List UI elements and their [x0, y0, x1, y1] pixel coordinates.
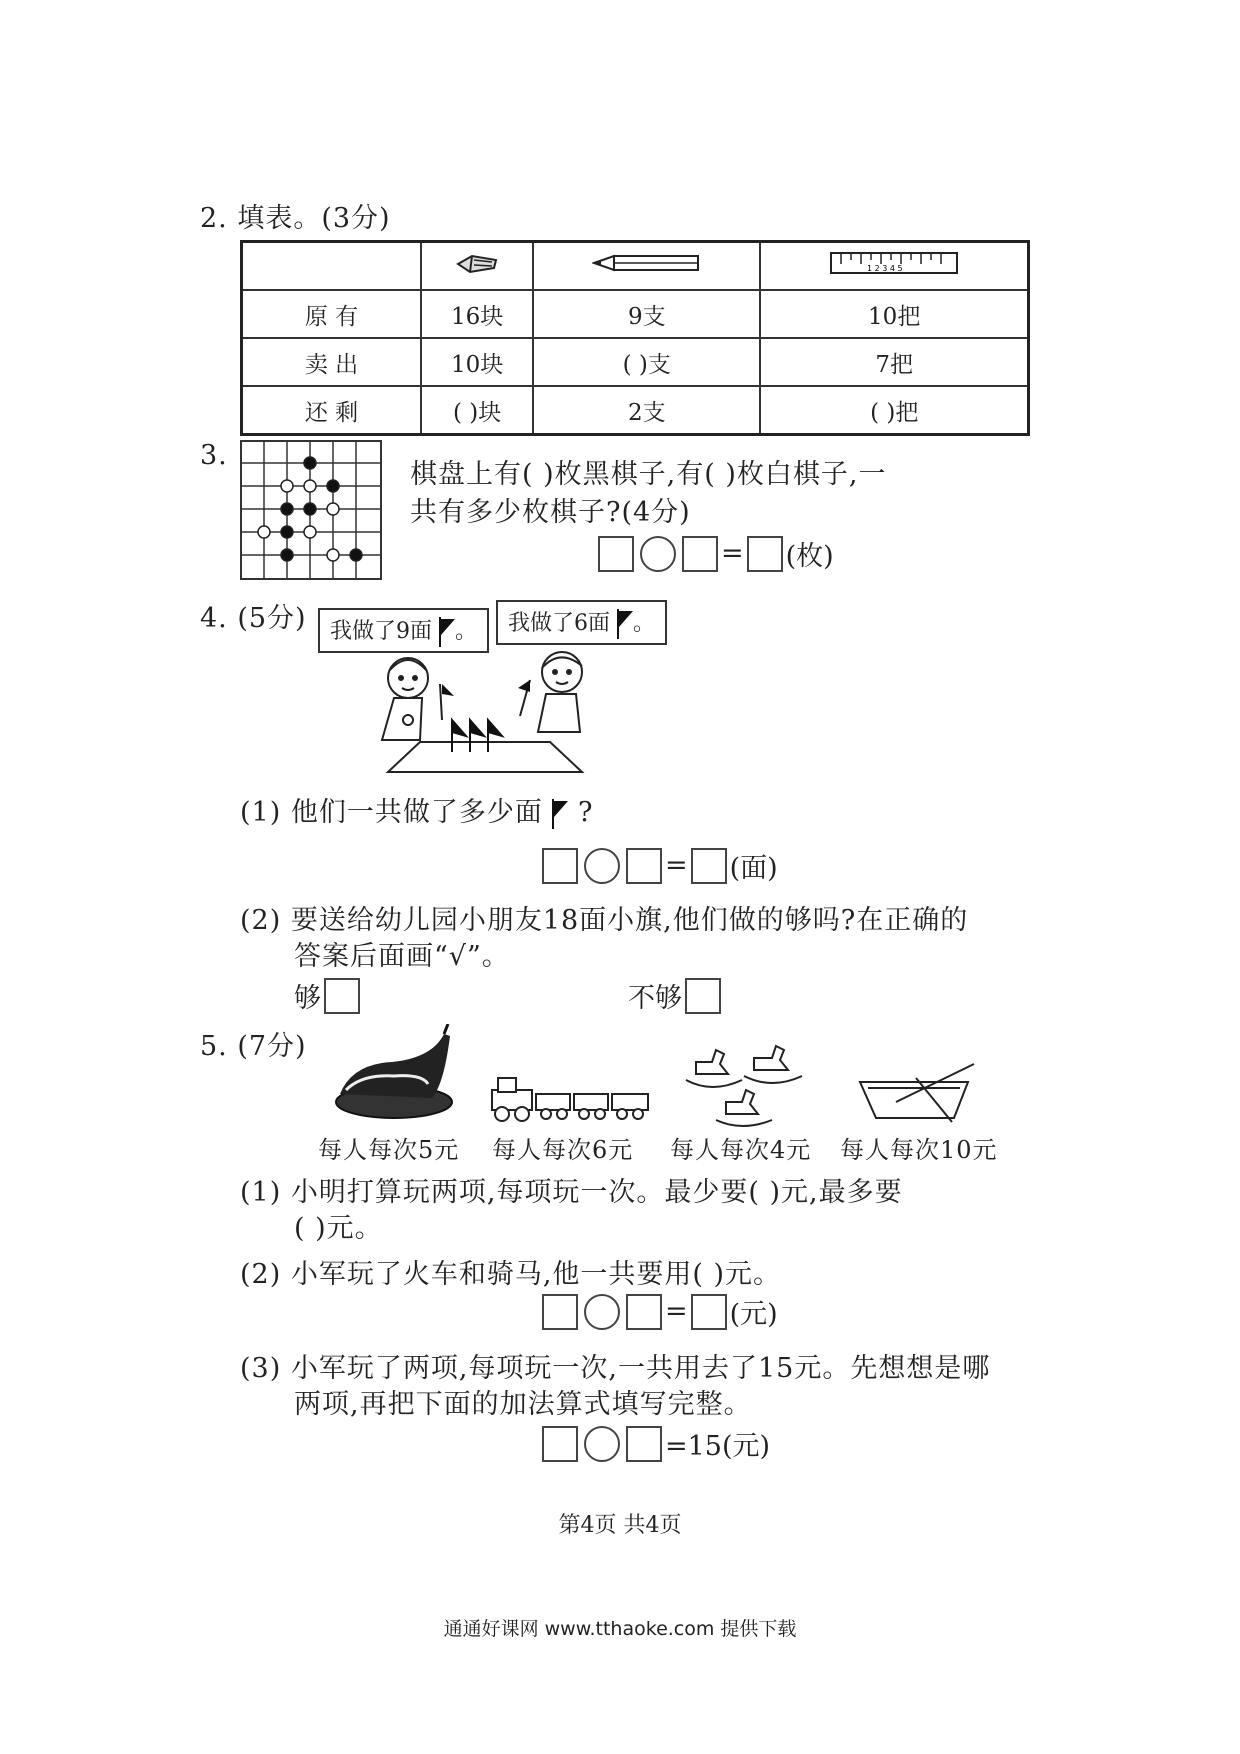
site-footer: 通通好课网 www.tthaoke.com 提供下载 [443, 1618, 797, 1640]
answer-box[interactable] [542, 1426, 578, 1462]
answer-box[interactable] [626, 848, 662, 884]
not-enough-label: 不够 [628, 983, 682, 1014]
cell: 10块 [421, 338, 533, 386]
price-label: 每人每次4元 [670, 1136, 812, 1164]
operator-circle[interactable] [584, 1294, 620, 1330]
q3-line2: 共有多少枚棋子?(4分) [410, 497, 691, 528]
q4-part1 [240, 790, 594, 829]
q2-table [240, 240, 1030, 436]
q3-line1: 棋盘上有( )枚黑棋子,有( )枚白棋子,一 [410, 459, 887, 490]
answer-box[interactable] [542, 1294, 578, 1330]
pencil-icon [592, 253, 702, 273]
ruler-header [760, 242, 1028, 291]
table-row [242, 386, 1029, 435]
bubble-text: 我做了9面 [330, 619, 432, 644]
operator-circle[interactable] [640, 536, 676, 572]
unit-label: (元) [729, 1299, 778, 1330]
q5-part1-line1: (1) 小明打算玩两项,每项玩一次。最少要( )元,最多要 [240, 1177, 903, 1208]
q4-part2-line2: 答案后面画“√”。 [294, 941, 510, 972]
table-row [242, 338, 1029, 386]
table-corner [242, 242, 422, 291]
q3-number: 3. [200, 440, 228, 471]
bumper-car-image [332, 1024, 462, 1124]
enough-label: 够 [294, 983, 321, 1014]
q4-equation [542, 846, 778, 885]
unit-label: (面) [729, 853, 778, 884]
row-label: 卖 出 [242, 338, 422, 386]
equals-sign: = [721, 538, 744, 569]
answer-box[interactable] [691, 1294, 727, 1330]
cell-blank[interactable]: ( )把 [760, 386, 1028, 435]
cell: 2支 [533, 386, 760, 435]
q5-part3-line2: 两项,再把下面的加法算式填写完整。 [294, 1389, 752, 1420]
ruler-icon [829, 250, 959, 276]
operator-circle[interactable] [584, 848, 620, 884]
q4-part2-line1: (2) 要送给幼儿园小朋友18面小旗,他们做的够吗?在正确的 [240, 905, 969, 936]
enough-checkbox[interactable] [324, 978, 360, 1014]
ruler-ticks: 1 2 3 4 5 [867, 264, 903, 273]
toy-train-image [486, 1072, 654, 1124]
price-label: 每人每次10元 [840, 1136, 998, 1164]
eraser-icon [454, 252, 500, 274]
go-board-image [240, 440, 382, 580]
q4-part1-end: ? [578, 797, 594, 828]
q5-number: 5. (7分) [200, 1031, 307, 1062]
price-label: 每人每次6元 [492, 1136, 634, 1164]
rocking-horse-image [682, 1040, 808, 1130]
equals-sign: = [665, 1296, 688, 1327]
cell: 7把 [760, 338, 1028, 386]
flag-icon [617, 609, 633, 639]
q2-title: 2. 填表。(3分) [200, 203, 391, 234]
unit-label: (枚) [785, 541, 834, 572]
q4-part1-text: (1) 他们一共做了多少面 [240, 797, 543, 828]
pencil-header [533, 242, 760, 291]
page-number: 第4页 共4页 [558, 1513, 682, 1538]
speech-bubble-left: 我做了9面 。 [318, 608, 489, 653]
answer-box[interactable] [691, 848, 727, 884]
result-text: =15(元) [665, 1431, 771, 1462]
q5-equation-3 [542, 1424, 770, 1463]
q5-part2: (2) 小军玩了火车和骑马,他一共要用( )元。 [240, 1259, 782, 1290]
speech-bubble-right: 我做了6面 。 [496, 600, 667, 645]
row-label: 还 剩 [242, 386, 422, 435]
row-label: 原 有 [242, 290, 422, 338]
enough-option [294, 976, 360, 1015]
flag-icon [552, 799, 568, 829]
q5-equation-2 [542, 1292, 778, 1331]
q5-part1-line2: ( )元。 [294, 1213, 383, 1244]
not-enough-checkbox[interactable] [685, 978, 721, 1014]
not-enough-option [628, 976, 721, 1015]
cell: 16块 [421, 290, 533, 338]
cell: 9支 [533, 290, 760, 338]
operator-circle[interactable] [584, 1426, 620, 1462]
eraser-header [421, 242, 533, 291]
answer-box[interactable] [747, 536, 783, 572]
cell-blank[interactable]: ( )支 [533, 338, 760, 386]
flag-icon [439, 617, 455, 647]
answer-box[interactable] [542, 848, 578, 884]
cell: 10把 [760, 290, 1028, 338]
equals-sign: = [665, 850, 688, 881]
answer-box[interactable] [626, 1426, 662, 1462]
boat-image [856, 1052, 980, 1126]
q3-equation [598, 534, 834, 573]
q5-part3-line1: (3) 小军玩了两项,每项玩一次,一共用去了15元。先想想是哪 [240, 1353, 991, 1384]
answer-box[interactable] [598, 536, 634, 572]
table-row [242, 290, 1029, 338]
answer-box[interactable] [682, 536, 718, 572]
bubble-text: 我做了6面 [508, 611, 610, 636]
cell-blank[interactable]: ( )块 [421, 386, 533, 435]
children-making-flags-illustration [370, 650, 600, 780]
q4-number: 4. (5分) [200, 603, 307, 634]
price-label: 每人每次5元 [318, 1136, 460, 1164]
answer-box[interactable] [626, 1294, 662, 1330]
